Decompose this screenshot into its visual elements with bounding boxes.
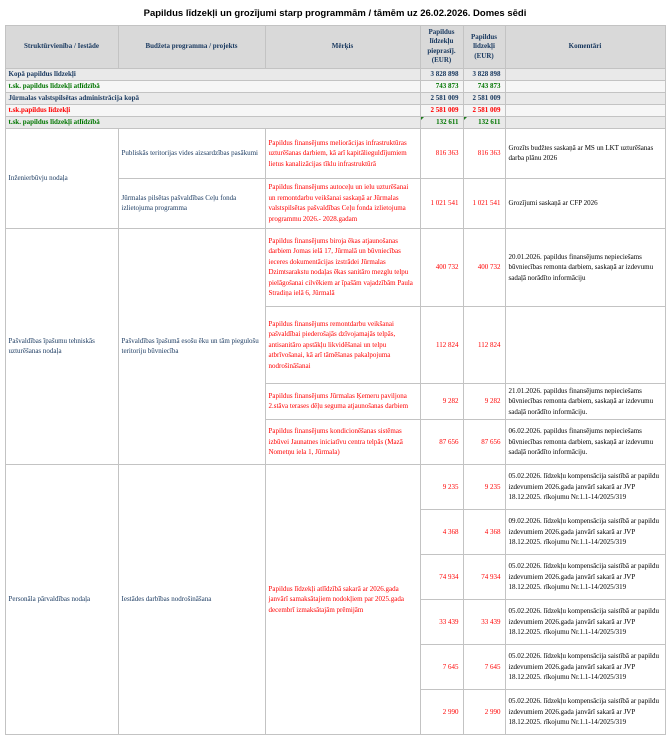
requested-cell: 2 581 009 bbox=[420, 92, 463, 104]
purpose-cell: Papildus finansējums biroja ēkas atjaunošanas darbiem Jomas ielā 17, Jūrmalā un būvniecības ieceres dokumentācijas izstrādei Jūrmalas Dzimtsarakstu nodaļas ēkas sanitāro mezglu telpu pielāgošanai cilvēkiem ar īpašām vajadzībām Paula Stradiņa ielā 6, Jūrmalā bbox=[265, 228, 420, 306]
requested-cell: 4 368 bbox=[420, 509, 463, 554]
comment-cell: 20.01.2026. papildus finansējums nepieciešams būvniecības remonta darbiem, saskaņā ar izdevumu sadaļā norādīto informāciju bbox=[505, 228, 665, 306]
purpose-cell: Papildus finansējums Jūrmalas Ķemeru paviljona 2.stāva terases dēļu seguma atjaunošanas darbiem bbox=[265, 383, 420, 419]
col-header-requested: Papildus līdzekļu pieprasīj. (EUR) bbox=[420, 26, 463, 69]
col-header-comments: Komentāri bbox=[505, 26, 665, 69]
comment-cell: 05.02.2026. līdzekļu kompensācija saistībā ar papildu izdevumiem 2026.gada janvārī sakarā ar JVP 18.12.2025. rīkojumu Nr.1.1-14/2025/319 bbox=[505, 599, 665, 644]
col-header-allocated: Papildus līdzekļi (EUR) bbox=[463, 26, 505, 69]
allocated-cell: 2 581 009 bbox=[463, 104, 505, 116]
comment-cell bbox=[505, 116, 665, 128]
purpose-cell: Papildus līdzekļi atlīdzībā sakarā ar 2026.gada janvārī samaksātajiem nodokļiem par 2025.gada decembrī izmaksātajām prēmijām bbox=[265, 464, 420, 734]
summary-row-total bbox=[5, 68, 665, 80]
table-row bbox=[5, 228, 665, 306]
comment-cell: 05.02.2026. līdzekļu kompensācija saistībā ar papildu izdevumiem 2026.gada janvārī sakarā ar JVP 18.12.2025. rīkojumu Nr.1.1-14/2025/319 bbox=[505, 689, 665, 734]
requested-cell: 743 873 bbox=[420, 80, 463, 92]
summary-label-cell: t.sk. papildus līdzekļi atlīdzībā bbox=[5, 80, 420, 92]
allocated-cell: 87 656 bbox=[463, 419, 505, 464]
col-header-program: Budžeta programma / projekts bbox=[118, 26, 265, 69]
purpose-cell: Papildus finansējums meliorācijas infrastruktūras uzturēšanas darbiem, kā arī kapitālieguldījumiem lietus kanalizācijas tīklu infrastruktūrā bbox=[265, 128, 420, 178]
requested-cell: 112 824 bbox=[420, 306, 463, 383]
requested-cell: 7 645 bbox=[420, 644, 463, 689]
summary-row-administration bbox=[5, 92, 665, 104]
comment-cell: 05.02.2026. līdzekļu kompensācija saistībā ar papildu izdevumiem 2026.gada janvārī sakarā ar JVP 18.12.2025. rīkojumu Nr.1.1-14/2025/319 bbox=[505, 554, 665, 599]
unit-cell: Pašvaldības īpašumu tehniskās uzturēšanas nodaļa bbox=[5, 228, 118, 464]
allocated-cell: 400 732 bbox=[463, 228, 505, 306]
allocated-cell: 33 439 bbox=[463, 599, 505, 644]
budget-table bbox=[5, 25, 666, 735]
page-title: Papildus līdzekļi un grozījumi starp programmām / tāmēm uz 26.02.2026. Domes sēdi bbox=[143, 8, 527, 19]
requested-cell: 74 934 bbox=[420, 554, 463, 599]
comment-cell bbox=[505, 306, 665, 383]
requested-cell: 9 282 bbox=[420, 383, 463, 419]
comment-cell: 09.02.2026. līdzekļu kompensācija saistībā ar papildu izdevumiem 2026.gada janvārī sakarā ar JVP 18.12.2025. rīkojumu Nr.1.1-14/2025/319 bbox=[505, 509, 665, 554]
comment-cell: Grozīts budžtes saskaņā ar MS un LKT uzturēšanas darba plānu 2026 bbox=[505, 128, 665, 178]
cell-flag-icon bbox=[421, 117, 424, 120]
summary-row-additional-funds bbox=[5, 104, 665, 116]
program-cell: Jūrmalas pilsētas pašvaldības Ceļu fonda izlietojuma programma bbox=[118, 178, 265, 228]
requested-cell: 2 581 009 bbox=[420, 104, 463, 116]
comment-cell bbox=[505, 68, 665, 80]
purpose-cell: Papildus finansējums remontdarbu veikšanai pašvaldībai piederošajās dzīvojamajās telpās, antisanitāro apstākļu likvidēšanai un telpu atbrīvošanai, kā arī tāmēšanas pakalpojuma nodrošināšanai bbox=[265, 306, 420, 383]
requested-cell: 816 363 bbox=[420, 128, 463, 178]
allocated-cell: 9 282 bbox=[463, 383, 505, 419]
allocated-cell: 112 824 bbox=[463, 306, 505, 383]
requested-cell: 2 990 bbox=[420, 689, 463, 734]
allocated-cell: 7 645 bbox=[463, 644, 505, 689]
summary-label-cell: t.sk. papildus līdzekļi atlīdzībā bbox=[5, 116, 420, 128]
allocated-cell: 74 934 bbox=[463, 554, 505, 599]
col-header-purpose: Mērķis bbox=[265, 26, 420, 69]
comment-cell: 05.02.2026. līdzekļu kompensācija saistībā ar papildu izdevumiem 2026.gada janvārī sakarā ar JVP 18.12.2025. rīkojumu Nr.1.1-14/2025/319 bbox=[505, 644, 665, 689]
requested-cell: 33 439 bbox=[420, 599, 463, 644]
allocated-cell: 743 873 bbox=[463, 80, 505, 92]
comment-cell: 05.02.2026. līdzekļu kompensācija saistībā ar papildu izdevumiem 2026.gada janvārī sakarā ar JVP 18.12.2025. rīkojumu Nr.1.1-14/2025/319 bbox=[505, 464, 665, 509]
program-cell: Publiskās teritorijas vides aizsardzības pasākumi bbox=[118, 128, 265, 178]
purpose-cell: Papildus finansējums autoceļu un ielu uzturēšanai un remontdarbu veikšanai saskaņā ar Jūrmalas valstspilsētas pašvaldības Ceļu fonda izlietojuma programmu 2026.- 2028.gadam bbox=[265, 178, 420, 228]
cell-flag-icon bbox=[464, 117, 467, 120]
comment-cell: 06.02.2026. papildus finansējums nepieciešams būvniecības remonta darbiem, saskaņā ar izdevumu sadaļā norādīto informāciju. bbox=[505, 419, 665, 464]
table-row bbox=[5, 128, 665, 178]
program-cell: Pašvaldības īpašumā esošu ēku un tām piegulošu teritoriju būvniecība bbox=[118, 228, 265, 464]
allocated-cell: 3 828 898 bbox=[463, 68, 505, 80]
requested-cell: 1 021 541 bbox=[420, 178, 463, 228]
comment-cell: 21.01.2026. papildus finansējums nepieciešams būvniecības remonta darbiem, saskaņā ar izdevumu sadaļā norādīto informāciju. bbox=[505, 383, 665, 419]
allocated-cell: 2 581 009 bbox=[463, 92, 505, 104]
allocated-cell: 816 363 bbox=[463, 128, 505, 178]
requested-cell: 3 828 898 bbox=[420, 68, 463, 80]
requested-cell: 9 235 bbox=[420, 464, 463, 509]
comment-cell bbox=[505, 92, 665, 104]
comment-cell bbox=[505, 80, 665, 92]
col-header-unit: Struktūrvienība / Iestāde bbox=[5, 26, 118, 69]
unit-cell: Personāla pārvaldības nodaļa bbox=[5, 464, 118, 734]
allocated-cell: 2 990 bbox=[463, 689, 505, 734]
summary-label-cell: t.sk.papildus līdzekļi bbox=[5, 104, 420, 116]
allocated-cell: 132 611 bbox=[463, 116, 505, 128]
header-row bbox=[5, 26, 665, 69]
unit-cell: Inženierbūvju nodaļa bbox=[5, 128, 118, 228]
allocated-cell: 9 235 bbox=[463, 464, 505, 509]
summary-label-cell: Kopā papildus līdzekļi bbox=[5, 68, 420, 80]
summary-label-cell: Jūrmalas valstspilsētas administrācija kopā bbox=[5, 92, 420, 104]
table-row bbox=[5, 464, 665, 509]
comment-cell bbox=[505, 104, 665, 116]
program-cell: Iestādes darbības nodrošināšana bbox=[118, 464, 265, 734]
allocated-cell: 1 021 541 bbox=[463, 178, 505, 228]
summary-row-remuneration-admin bbox=[5, 116, 665, 128]
requested-cell: 87 656 bbox=[420, 419, 463, 464]
requested-cell: 400 732 bbox=[420, 228, 463, 306]
requested-cell: 132 611 bbox=[420, 116, 463, 128]
summary-row-remuneration bbox=[5, 80, 665, 92]
purpose-cell: Papildus finansējums kondicionēšanas sistēmas izbūvei Jaunatnes iniciatīvu centra telpās (Mazā Nometņu iela 1, Jūrmala) bbox=[265, 419, 420, 464]
comment-cell: Grozījumi saskaņā ar CFP 2026 bbox=[505, 178, 665, 228]
allocated-cell: 4 368 bbox=[463, 509, 505, 554]
